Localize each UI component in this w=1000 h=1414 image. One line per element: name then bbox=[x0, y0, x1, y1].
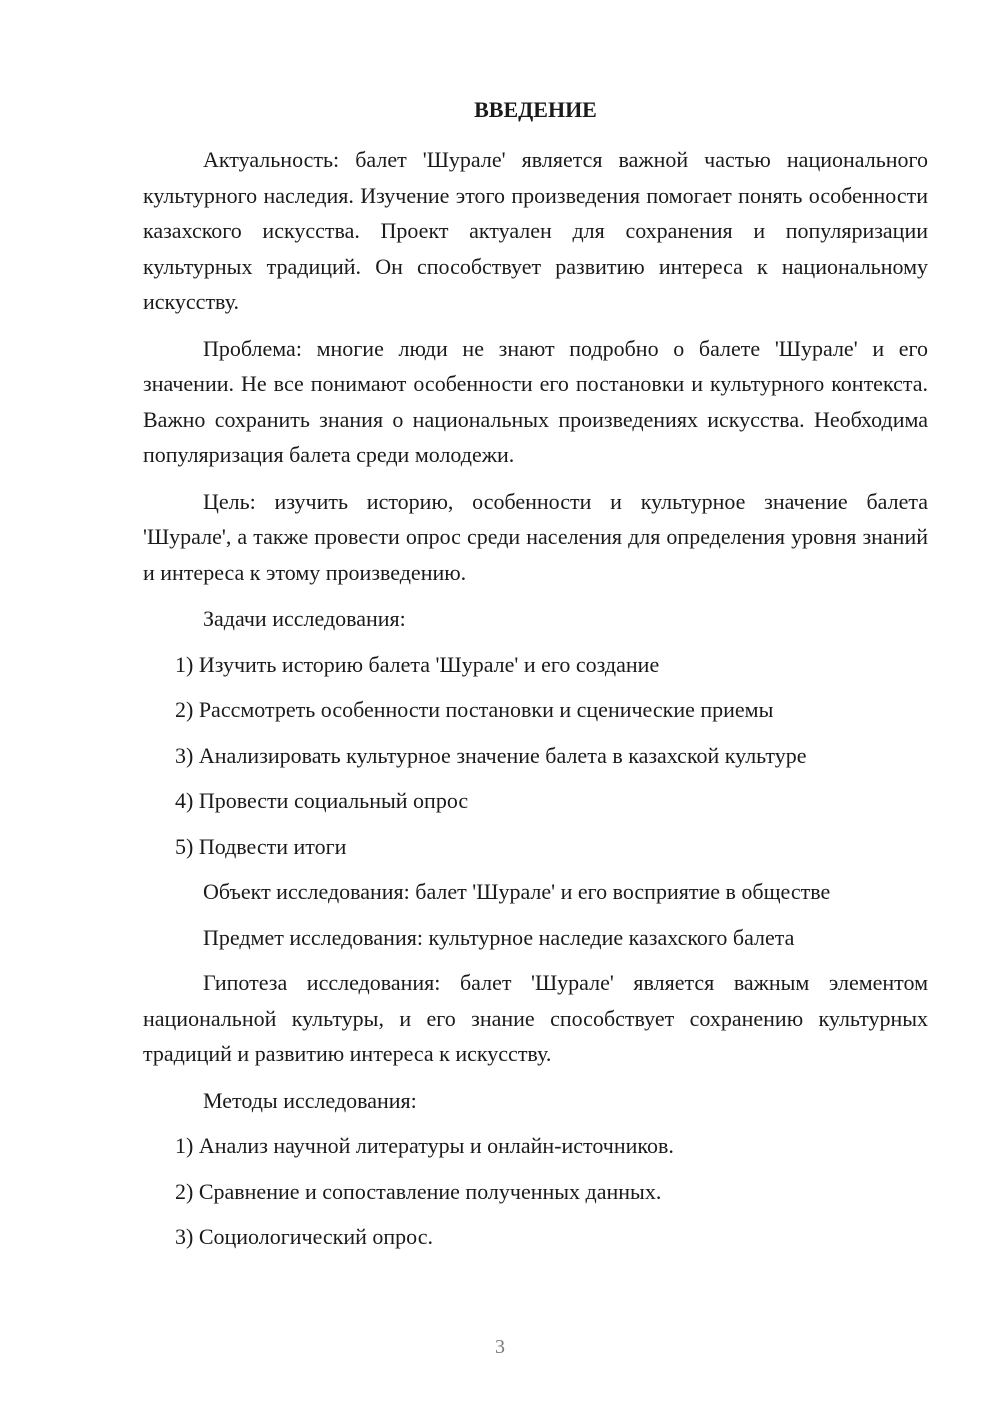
method-item: 1) Анализ научной литературы и онлайн-источников. bbox=[175, 1133, 674, 1158]
task-item: 2) Рассмотреть особенности постановки и сценические приемы bbox=[175, 697, 774, 722]
tasks-heading: Задачи исследования: bbox=[203, 606, 406, 631]
hypothesis-paragraph: Гипотеза исследования: балет 'Шурале' является важным элементом национальной культуры, и его знание способствует сохранению культурных традиций и развитию интереса к искусству. bbox=[143, 970, 928, 1066]
task-item: 3) Анализировать культурное значение балета в казахской культуре bbox=[175, 742, 807, 768]
goal-paragraph: Цель: изучить историю, особенности и культурное значение балета 'Шурале', а также провести опрос среди населения для определения уровня знаний и интереса к этому произведению. bbox=[143, 488, 928, 585]
relevance-paragraph: Актуальность: балет 'Шурале' является важной частью национального культурного наследия. Изучение этого произведения помогает понять особенности казахского искусства. Проект актуален для сохранения и популяризации культурных традиций. Он способствует развитию интереса к национальному искусству. bbox=[143, 147, 928, 314]
method-item: 3) Социологический опрос. bbox=[175, 1224, 433, 1249]
document-page bbox=[143, 92, 928, 1255]
task-item: 4) Провести социальный опрос bbox=[175, 788, 469, 813]
task-item: 5) Подвести итоги bbox=[175, 833, 347, 859]
method-item: 2) Сравнение и сопоставление полученных данных. bbox=[175, 1178, 662, 1204]
task-item: 1) Изучить историю балета 'Шурале' и его создание bbox=[175, 651, 660, 677]
research-subject: Предмет исследования: культурное наследие казахского балета bbox=[203, 924, 795, 950]
research-object: Объект исследования: балет 'Шурале' и его восприятие в обществе bbox=[203, 879, 831, 904]
problem-paragraph: Проблема: многие люди не знают подробно о балете 'Шурале' и его значении. Не все понимают особенности его постановки и культурного контекста. Важно сохранить знания о национальных произведениях искусства. Необходима популяризация балета среди молодежи. bbox=[143, 335, 928, 467]
page-title: ВВЕДЕНИЕ bbox=[474, 97, 597, 122]
page-number: 3 bbox=[495, 1336, 505, 1358]
methods-heading: Методы исследования: bbox=[203, 1087, 417, 1113]
